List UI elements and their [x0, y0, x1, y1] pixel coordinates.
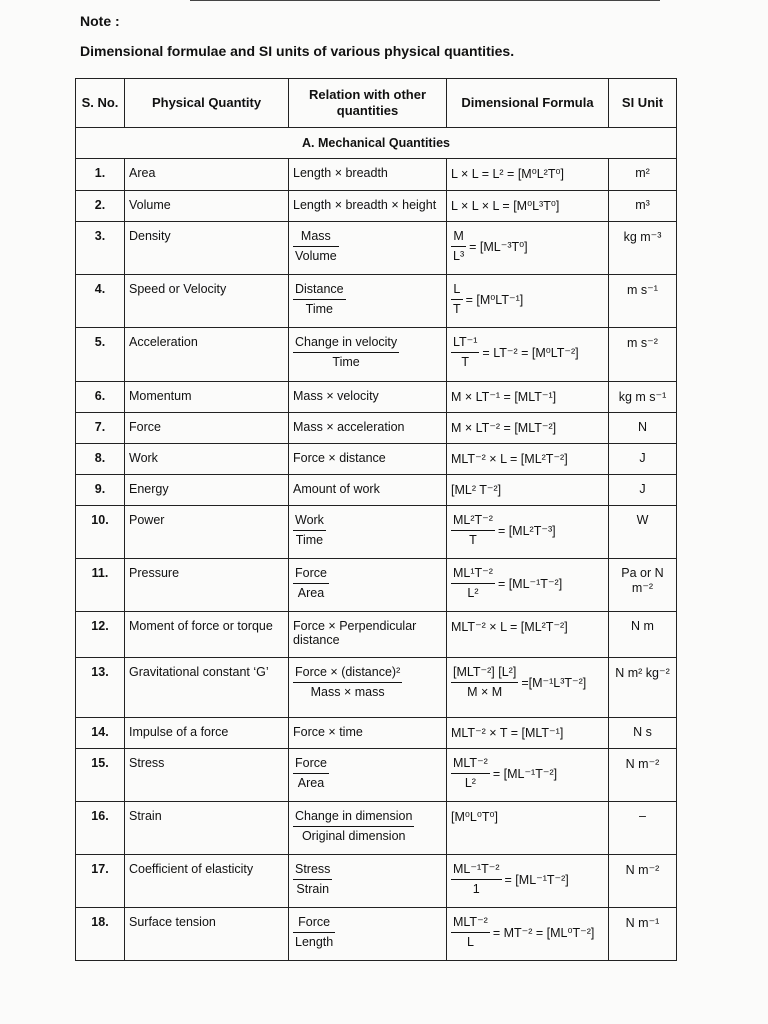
- relation-cell: [289, 475, 447, 506]
- dimension-cell: [447, 413, 609, 444]
- quantity-name: Speed or Velocity: [125, 275, 289, 328]
- relation-text: Mass × acceleration: [293, 420, 405, 434]
- row-number: 5.: [76, 328, 125, 382]
- dimension-cell: [447, 802, 609, 855]
- dimension-expression: [451, 229, 604, 264]
- dimension-fraction: [451, 282, 463, 317]
- section-title: A. Mechanical Quantities: [76, 128, 677, 159]
- dimension-cell: [447, 506, 609, 559]
- dimension-cell: [447, 222, 609, 275]
- dimension-result: = MT⁻² = [ML⁰T⁻²]: [492, 926, 595, 940]
- dimension-expression: [451, 915, 604, 950]
- dimension-numerator: ML⁻¹T⁻²: [451, 862, 502, 880]
- relation-cell: [289, 855, 447, 908]
- table-row: [76, 328, 677, 382]
- dimension-denominator: M × M: [467, 685, 503, 699]
- relation-fraction: [293, 229, 339, 264]
- dimension-fraction: [451, 513, 495, 548]
- dimension-numerator: ML¹T⁻²: [451, 566, 495, 584]
- relation-denominator: Strain: [296, 882, 330, 896]
- header-unit: SI Unit: [609, 79, 677, 128]
- quantity-name: Gravitational constant ‘G’: [125, 658, 289, 718]
- row-number: 17.: [76, 855, 125, 908]
- dimension-cell: [447, 159, 609, 191]
- row-number: 9.: [76, 475, 125, 506]
- relation-fraction: [293, 566, 329, 601]
- note-label: Note :: [80, 13, 120, 29]
- relation-text: Length × breadth: [293, 166, 388, 180]
- dimension-cell: [447, 475, 609, 506]
- dimension-text: MLT⁻² × T = [MLT⁻¹]: [451, 726, 564, 740]
- dimension-text: M × LT⁻¹ = [MLT⁻¹]: [451, 390, 557, 404]
- relation-text: Mass × velocity: [293, 389, 379, 403]
- dimension-text: [M⁰L⁰T⁰]: [451, 810, 498, 824]
- quantity-name: Energy: [125, 475, 289, 506]
- relation-cell: [289, 749, 447, 802]
- table-row: [76, 159, 677, 191]
- relation-cell: [289, 382, 447, 413]
- dimension-numerator: L: [451, 282, 463, 300]
- relation-denominator: Length: [295, 935, 334, 949]
- row-number: 1.: [76, 159, 125, 191]
- table-row: [76, 222, 677, 275]
- dimension-denominator: T: [469, 533, 477, 547]
- dimension-denominator: L: [466, 935, 474, 949]
- quantity-name: Power: [125, 506, 289, 559]
- dimension-result: = LT⁻² = [M⁰LT⁻²]: [482, 346, 579, 360]
- dimension-cell: [447, 749, 609, 802]
- dimension-numerator: MLT⁻²: [451, 915, 490, 933]
- dimension-cell: [447, 444, 609, 475]
- relation-cell: [289, 328, 447, 382]
- quantity-name: Stress: [125, 749, 289, 802]
- dimension-numerator: LT⁻¹: [451, 335, 479, 353]
- relation-denominator: Time: [332, 355, 360, 369]
- relation-text: Force × Perpendicular distance: [293, 619, 417, 647]
- dimension-text: MLT⁻² × L = [ML²T⁻²]: [451, 452, 568, 466]
- table-row: [76, 749, 677, 802]
- table-row: [76, 413, 677, 444]
- dimension-denominator: L²: [467, 586, 479, 600]
- relation-cell: [289, 612, 447, 658]
- dimension-fraction: [451, 665, 518, 700]
- dimension-denominator: T: [453, 302, 461, 316]
- relation-numerator: Stress: [293, 862, 332, 880]
- quantity-name: Coefficient of elasticity: [125, 855, 289, 908]
- header-relation: Relation with other quantities: [289, 79, 447, 128]
- si-unit: N m² kg⁻²: [609, 658, 677, 718]
- row-number: 11.: [76, 559, 125, 612]
- dimension-cell: [447, 718, 609, 749]
- si-unit: N m⁻²: [609, 855, 677, 908]
- quantity-name: Density: [125, 222, 289, 275]
- relation-cell: [289, 718, 447, 749]
- row-number: 16.: [76, 802, 125, 855]
- relation-denominator: Area: [297, 586, 325, 600]
- relation-fraction: [293, 282, 346, 317]
- quantity-name: Force: [125, 413, 289, 444]
- dimension-denominator: L²: [464, 776, 476, 790]
- relation-denominator: Original dimension: [301, 829, 406, 843]
- relation-denominator: Area: [297, 776, 325, 790]
- row-number: 8.: [76, 444, 125, 475]
- dimension-fraction: [451, 756, 490, 791]
- dimension-denominator: 1: [472, 882, 480, 896]
- dimension-cell: [447, 559, 609, 612]
- si-unit: J: [609, 444, 677, 475]
- relation-text: Force × time: [293, 725, 363, 739]
- relation-cell: [289, 908, 447, 961]
- relation-denominator: Mass × mass: [310, 685, 385, 699]
- row-number: 2.: [76, 191, 125, 222]
- dimension-cell: [447, 612, 609, 658]
- relation-cell: [289, 506, 447, 559]
- dimension-numerator: [MLT⁻²] [L²]: [451, 665, 518, 683]
- table-row: [76, 191, 677, 222]
- relation-denominator: Time: [295, 533, 324, 547]
- relation-fraction: [293, 809, 414, 844]
- dimension-result: = [M⁰LT⁻¹]: [465, 293, 524, 307]
- relation-cell: [289, 222, 447, 275]
- dimension-cell: [447, 908, 609, 961]
- dimension-fraction: [451, 566, 495, 601]
- relation-denominator: Volume: [295, 249, 337, 263]
- dimension-denominator: L³: [453, 249, 465, 263]
- si-unit: N m⁻²: [609, 749, 677, 802]
- relation-fraction: [293, 756, 329, 791]
- dimension-text: MLT⁻² × L = [ML²T⁻²]: [451, 620, 568, 634]
- si-unit: m³: [609, 191, 677, 222]
- dimension-result: =[M⁻¹L³T⁻²]: [521, 676, 587, 690]
- quantity-name: Strain: [125, 802, 289, 855]
- relation-numerator: Change in velocity: [293, 335, 399, 353]
- si-unit: m s⁻²: [609, 328, 677, 382]
- dimension-denominator: T: [461, 355, 470, 369]
- dimension-result: = [ML⁻³T⁰]: [469, 240, 528, 254]
- table-row: [76, 718, 677, 749]
- row-number: 12.: [76, 612, 125, 658]
- si-unit: kg m s⁻¹: [609, 382, 677, 413]
- dimension-cell: [447, 328, 609, 382]
- dimension-result: = [ML⁻¹T⁻²]: [497, 577, 563, 591]
- table-row: [76, 382, 677, 413]
- row-number: 4.: [76, 275, 125, 328]
- header-sno: S. No.: [76, 79, 125, 128]
- table-row: [76, 506, 677, 559]
- quantity-name: Acceleration: [125, 328, 289, 382]
- si-unit: m s⁻¹: [609, 275, 677, 328]
- relation-numerator: Force: [293, 756, 329, 774]
- si-unit: N: [609, 413, 677, 444]
- dimension-expression: [451, 665, 604, 700]
- relation-cell: [289, 413, 447, 444]
- header-dimension: Dimensional Formula: [447, 79, 609, 128]
- si-unit: Pa or N m⁻²: [609, 559, 677, 612]
- page-subtitle: Dimensional formulae and SI units of various physical quantities.: [80, 43, 515, 59]
- relation-numerator: Mass: [293, 229, 339, 247]
- quantity-name: Pressure: [125, 559, 289, 612]
- dimension-cell: [447, 191, 609, 222]
- dimension-fraction: [451, 229, 466, 264]
- quantity-name: Area: [125, 159, 289, 191]
- relation-cell: [289, 444, 447, 475]
- dimension-cell: [447, 275, 609, 328]
- dimension-result: = [ML⁻¹T⁻²]: [492, 767, 558, 781]
- dimension-expression: [451, 862, 604, 897]
- dimension-expression: [451, 335, 604, 370]
- dimension-expression: [451, 513, 604, 548]
- quantity-name: Volume: [125, 191, 289, 222]
- quantities-table: [75, 78, 677, 961]
- dimension-text: M × LT⁻² = [MLT⁻²]: [451, 421, 557, 435]
- relation-numerator: Distance: [293, 282, 346, 300]
- dimension-cell: [447, 658, 609, 718]
- header-row: [76, 79, 677, 128]
- si-unit: W: [609, 506, 677, 559]
- quantity-name: Work: [125, 444, 289, 475]
- relation-cell: [289, 275, 447, 328]
- table-row: [76, 855, 677, 908]
- row-number: 15.: [76, 749, 125, 802]
- si-unit: N m⁻¹: [609, 908, 677, 961]
- quantity-name: Surface tension: [125, 908, 289, 961]
- relation-cell: [289, 191, 447, 222]
- dimension-expression: [451, 282, 604, 317]
- dimension-expression: [451, 756, 604, 791]
- relation-text: Force × distance: [293, 451, 386, 465]
- relation-cell: [289, 159, 447, 191]
- si-unit: N s: [609, 718, 677, 749]
- table-row: [76, 444, 677, 475]
- relation-fraction: [293, 335, 399, 370]
- si-unit: –: [609, 802, 677, 855]
- relation-cell: [289, 559, 447, 612]
- relation-cell: [289, 658, 447, 718]
- relation-cell: [289, 802, 447, 855]
- relation-numerator: Change in dimension: [293, 809, 414, 827]
- si-unit: m²: [609, 159, 677, 191]
- dimension-text: L × L × L = [M⁰L³T⁰]: [451, 199, 560, 213]
- relation-fraction: [293, 513, 326, 548]
- row-number: 18.: [76, 908, 125, 961]
- relation-text: Amount of work: [293, 482, 380, 496]
- section-row: [76, 128, 677, 159]
- row-number: 3.: [76, 222, 125, 275]
- dimension-result: = [ML⁻¹T⁻²]: [504, 873, 569, 887]
- relation-numerator: Work: [293, 513, 326, 531]
- relation-numerator: Force: [293, 566, 329, 584]
- dimension-numerator: ML²T⁻²: [451, 513, 495, 531]
- table-row: [76, 475, 677, 506]
- si-unit: N m: [609, 612, 677, 658]
- row-number: 13.: [76, 658, 125, 718]
- table-row: [76, 275, 677, 328]
- si-unit: J: [609, 475, 677, 506]
- row-number: 7.: [76, 413, 125, 444]
- table-row: [76, 612, 677, 658]
- row-number: 10.: [76, 506, 125, 559]
- dimension-cell: [447, 382, 609, 413]
- table-row: [76, 559, 677, 612]
- quantity-name: Momentum: [125, 382, 289, 413]
- dimension-expression: [451, 566, 604, 601]
- si-unit: kg m⁻³: [609, 222, 677, 275]
- relation-fraction: [293, 665, 402, 700]
- dimension-cell: [447, 855, 609, 908]
- relation-denominator: Time: [305, 302, 333, 316]
- relation-fraction: [293, 862, 332, 897]
- dimension-fraction: [451, 915, 490, 950]
- dimension-fraction: [451, 335, 479, 370]
- table-row: [76, 802, 677, 855]
- row-number: 14.: [76, 718, 125, 749]
- relation-text: Length × breadth × height: [293, 198, 437, 212]
- top-rule: [190, 0, 660, 1]
- relation-fraction: [293, 915, 335, 950]
- dimension-numerator: MLT⁻²: [451, 756, 490, 774]
- dimension-result: = [ML²T⁻³]: [497, 524, 556, 538]
- header-quantity: Physical Quantity: [125, 79, 289, 128]
- quantity-name: Moment of force or torque: [125, 612, 289, 658]
- dimension-fraction: [451, 862, 502, 897]
- row-number: 6.: [76, 382, 125, 413]
- dimension-numerator: M: [451, 229, 466, 247]
- table-row: [76, 658, 677, 718]
- relation-numerator: Force × (distance)²: [293, 665, 402, 683]
- dimension-text: L × L = L² = [M⁰L²T⁰]: [451, 167, 564, 181]
- relation-numerator: Force: [293, 915, 335, 933]
- quantity-name: Impulse of a force: [125, 718, 289, 749]
- table-row: [76, 908, 677, 961]
- dimension-text: [ML² T⁻²]: [451, 483, 502, 497]
